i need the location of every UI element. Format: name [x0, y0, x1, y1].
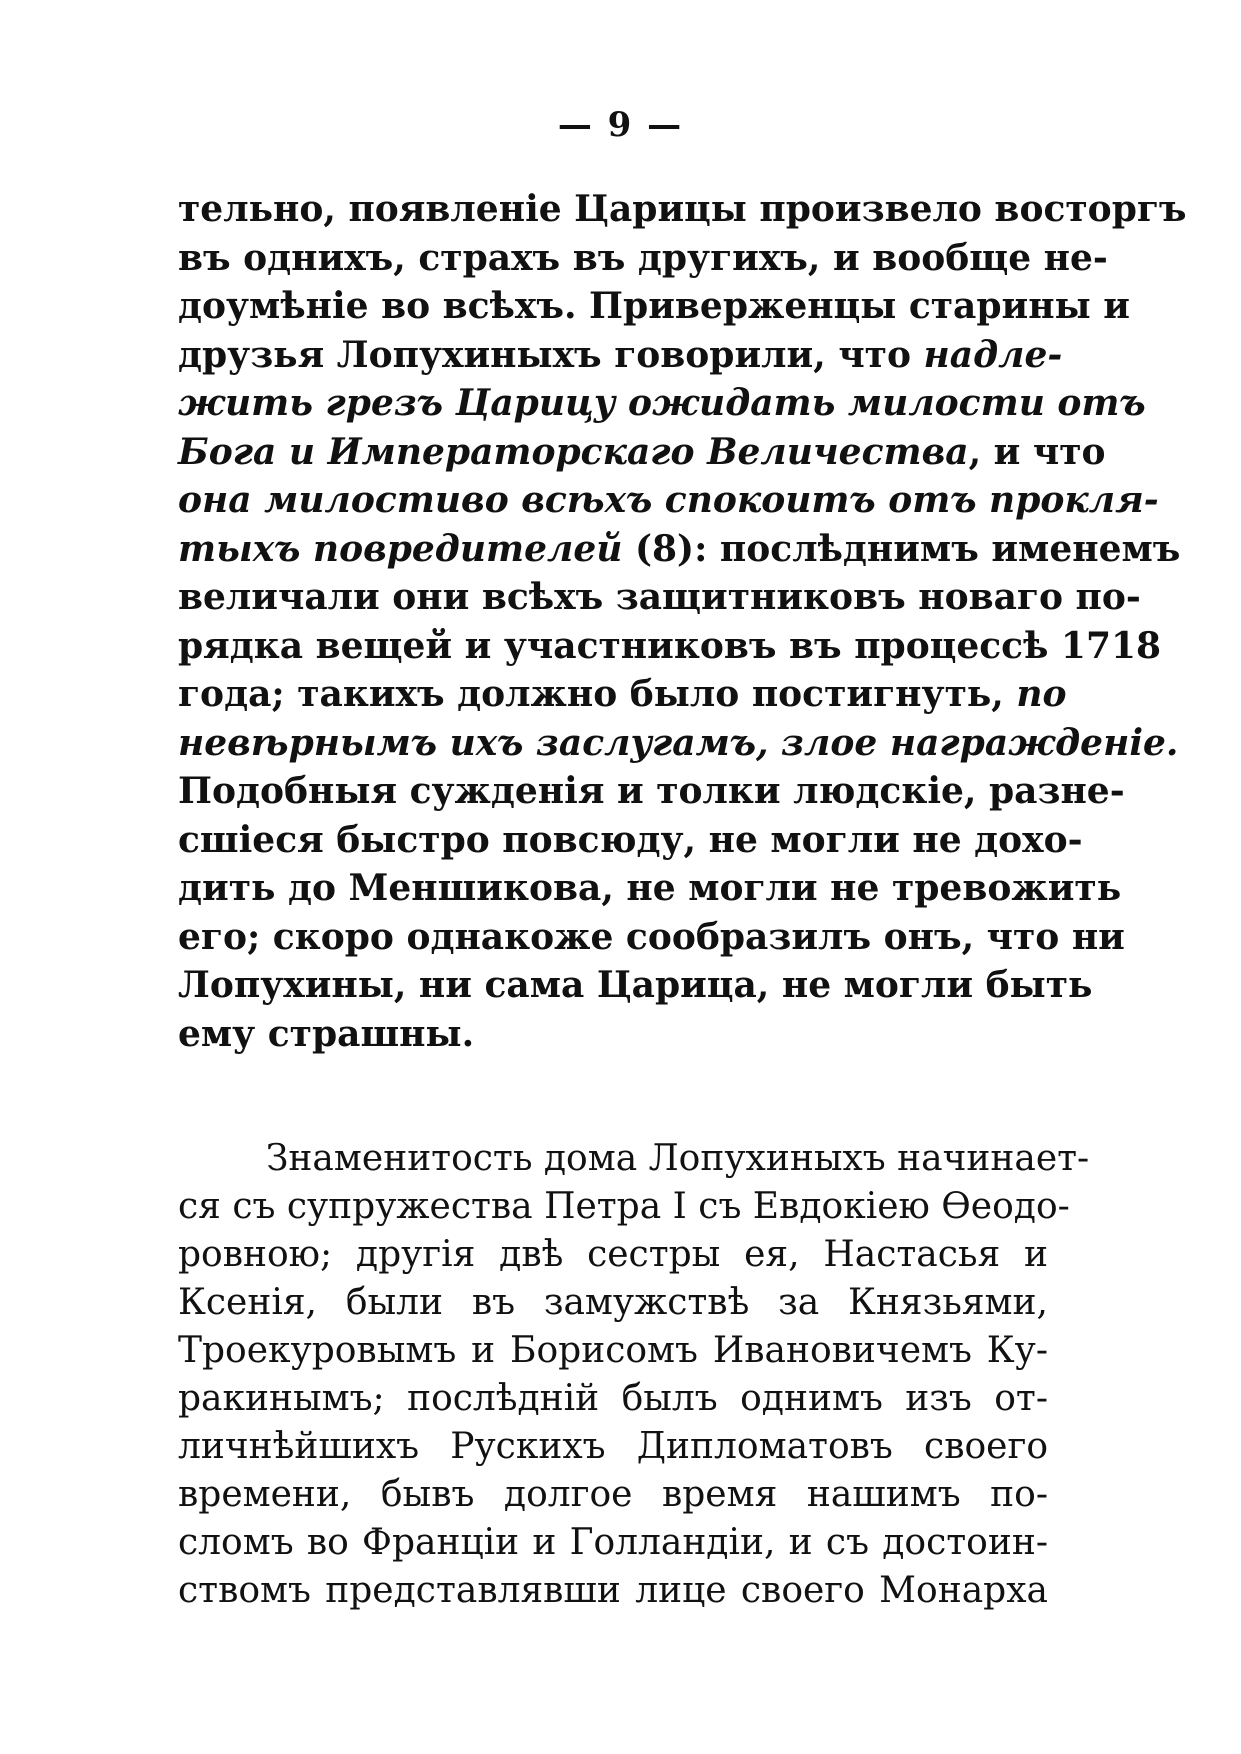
text-run: , и что [968, 430, 1106, 473]
text-line: личнѣйшихъ Рускихъ Дипломатовъ своего [178, 1426, 1048, 1467]
italic-run: по [1016, 673, 1067, 715]
italic-run: Бога и Императорскаго Величества [178, 430, 969, 473]
text-line: ся съ супружества Петра I съ Евдокіею Ѳеодо- [178, 1186, 1070, 1227]
text-line: сшіеся быстро повсюду, не могли не дохо- [178, 818, 1083, 861]
text-line: въ однихъ, страхъ въ другихъ, и вообще не- [178, 236, 1108, 279]
text-line: Лопухины, ни сама Царица, не могли быть [178, 964, 1093, 1006]
text-line: рядка вещей и участниковъ въ процессѣ 1718 [178, 624, 1162, 667]
text-line: величали они всѣхъ защитниковъ новаго по- [178, 576, 1141, 618]
paragraph-continuation [178, 185, 1187, 1058]
text-line: доумѣніе во всѣхъ. Приверженцы старины и [178, 285, 1130, 327]
text-line: Подобныя сужденія и толки людскіе, разне- [178, 770, 1125, 812]
text-run: года; такихъ должно было постигнуть, [178, 673, 1017, 715]
text-line [178, 525, 1181, 574]
text-line: жить грезъ Царицу ожидать милости отъ [178, 382, 1146, 424]
text-line: его; скоро однакоже сообразилъ онъ, что ни [178, 915, 1125, 958]
text-line [178, 670, 1067, 719]
text-line: ствомъ представлявши лице своего Монарха [178, 1570, 1048, 1611]
italic-run: надле- [923, 333, 1063, 376]
text-line: Троекуровымъ и Борисомъ Ивановичемъ Ку- [178, 1330, 1048, 1371]
text-line: ему страшны. [178, 1012, 475, 1055]
text-line [178, 428, 1106, 477]
text-line: она милостиво всѣхъ спокоитъ отъ прокля- [178, 479, 1159, 521]
paragraph-lopukhin-family [178, 1135, 1090, 1615]
text-line: тельно, появленіе Царицы произвело восторгъ [178, 188, 1187, 230]
text-line: ровною; другія двѣ сестры ея, Настасья и [178, 1234, 1048, 1275]
text-line: дить до Меншикова, не могли не тревожить [178, 867, 1122, 909]
text-line: ракинымъ; послѣдній былъ однимъ изъ от- [178, 1378, 1048, 1419]
text-line: времени, бывъ долгое время нашимъ по- [178, 1474, 1048, 1515]
text-line: Ксенія, были въ замужствѣ за Князьями, [178, 1282, 1048, 1323]
text-line: Знаменитость дома Лопухиныхъ начинает- [266, 1138, 1090, 1179]
text-run: друзья Лопухиныхъ говорили, что [178, 333, 924, 376]
text-run: (8): послѣднимъ именемъ [622, 527, 1181, 570]
text-line: сломъ во Франціи и Голландіи, и съ достоин- [178, 1522, 1048, 1563]
text-line: невѣрнымъ ихъ заслугамъ, злое награжденіе. [178, 721, 1179, 764]
italic-run: тыхъ повредителей [178, 527, 623, 570]
text-line [178, 331, 1063, 380]
page-number: — 9 — [557, 105, 684, 145]
